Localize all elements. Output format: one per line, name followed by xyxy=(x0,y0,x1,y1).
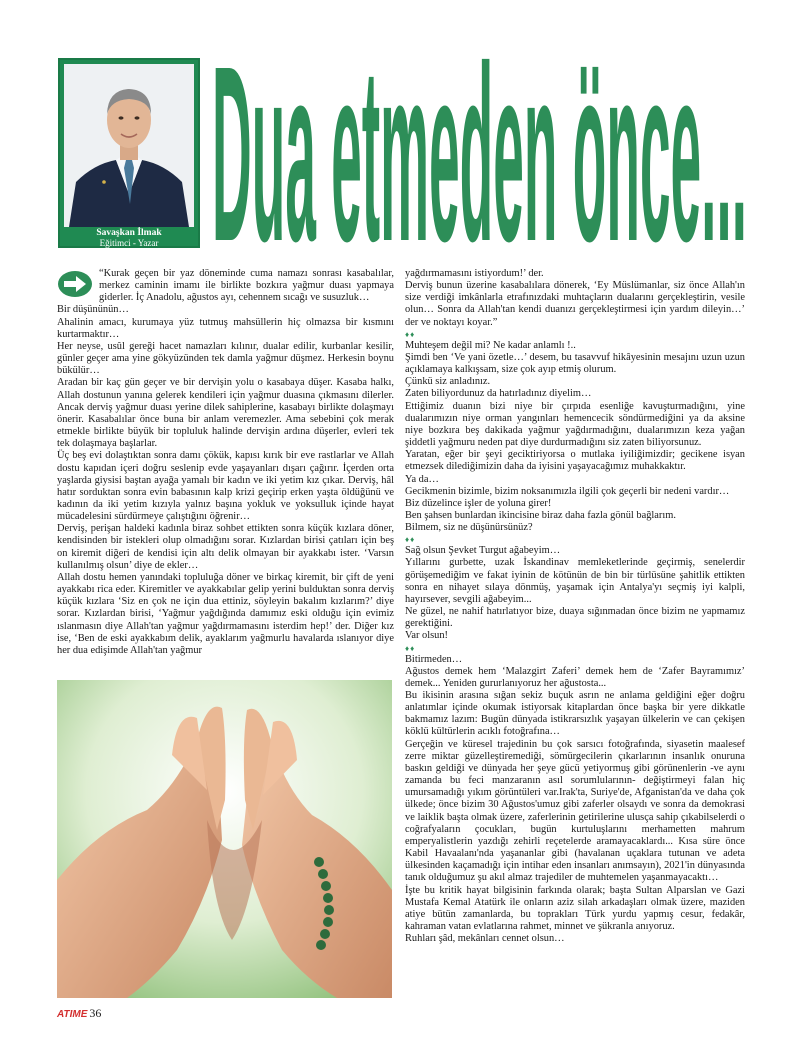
right-paragraph: Muhteşem değil mi? Ne kadar anlamlı !.. xyxy=(405,339,576,351)
right-paragraph: Gecikmenin bizimle, bizim noksanımızla ilgili çok geçerli bir nedeni vardır… xyxy=(405,485,730,497)
right-paragraph: Ben şahsen bunlardan ikincisine biraz daha fazla gönül bağlarım. xyxy=(405,509,676,521)
right-paragraph: Bitirmeden… xyxy=(405,653,463,665)
left-paragraph: “Kurak geçen bir yaz döneminde cuma namazı sonrası kasabalılar, merkez caminin imamı ile birlikte bozkıra yağmur duası yapmaya giderler. İç Anadolu, ağustos ayı, cehennem sıcağı ve susuzluk… xyxy=(99,268,394,304)
left-paragraph: Ahalinin amacı, kurumaya yüz tutmuş mahsüllerin hiç olmazsa bir kısmını kurtarmaktır… xyxy=(57,316,394,340)
right-paragraph: Yıllarını gurbette, uzak İskandinav memleketlerinde geçirmiş, senelerdir görüşemediğim ve fakat iyinin de kötünün de bin bir türlüsüne şahitlik ettikten sonra en nihayet sılaya dönmüş, yaşamak için Antalya'yı seçmiş iyi kalpli, hayırsever, sevgili ağabeyim... xyxy=(405,557,745,605)
section-divider: ♦♦ xyxy=(405,329,416,339)
section-divider: ♦♦ xyxy=(405,643,416,653)
author-photo xyxy=(64,64,194,227)
right-paragraph: Biz düzelince işler de yoluna girer! xyxy=(405,497,552,509)
headline xyxy=(212,50,747,250)
page-footer xyxy=(57,1004,101,1020)
right-paragraph: Ya da… xyxy=(405,473,439,485)
arrow-right-icon xyxy=(57,270,93,298)
right-paragraph: Ruhları şâd, mekânları cennet olsun… xyxy=(405,933,565,945)
right-paragraph: Ağustos demek hem ‘Malazgirt Zaferi’ demek hem de ‘Zafer Bayramımız’ demek... Yeniden gururlanıyoruz her ağustosta... xyxy=(405,665,745,689)
right-paragraph: Bilmem, siz ne düşünürsünüz? xyxy=(405,522,533,534)
right-paragraph: Çünkü siz anladınız. xyxy=(405,376,491,388)
right-paragraph: Bu ikisinin arasına sığan sekiz buçuk asrın ne anlama geldiğini eğer doğru anlatımlar içinde okumak istiyorsak kitaplardan önce başka bir yere dikkatle bakmamız lazım: Bugün dünyada istikrarsızlık yaşayan ülkelerin ve can çekişen köklü kültürlerin acıklı fotoğrafına… xyxy=(405,690,745,738)
author-box xyxy=(58,58,200,248)
author-role: Eğitimci - Yazar xyxy=(99,238,159,248)
headline-text: Dua etmeden önce... xyxy=(212,50,747,250)
left-paragraph: Derviş, perişan haldeki kadınla biraz sohbet ettikten sonra küçük kızlara döner, kendisinden bir istekleri olup olmadığını sorar. Kızlardan birisi çatıları için beş on kiremit diğeri de kendisi için altı delik olmayan bir ayakkabı ister. ‘Varsın kullanılmış olsun’ diye de ekler… xyxy=(57,523,394,571)
left-paragraph: Aradan bir kaç gün geçer ve bir dervişin yolu o kasabaya düşer. Kasaba halkı, Allah dostunun yanına gelerek kendileri için yağmur duasına çıkmasını dilerler. Ancak derviş yağmur duası yerine dilek sahiplerine, kasabayı birlikte dolaşmayı önerir. Kasabalılar önce buna bir anlam veremezler. Ama sebebini çok merak etmekle birlikte büyük bir topluluk halinde dervişin ardına düşerler, evleri tek tek dolaşmaya başlarlar. xyxy=(57,377,394,450)
left-paragraph: Allah dostu hemen yanındaki topluluğa döner ve birkaç kiremit, bir çift de yeni ayakkabı rica eder. Kiremitler ve ayakkabılar gelip yerini bulduktan sonra derviş küçük kızlara ‘Siz en çok ne için dua ettiniz, söyleyin bakalım kızlarım?’ diye sorar. Kızlardan birisi, ‘Yağmur yağdığında damımız eski olduğu için evimiz ıslanmasın diye Allah'tan yağmur yağdırmamasını isterdim hep!’ der. Diğer kız ise, ‘Ben de eski ayakkabım delik, ayaklarım yağmurlu havalarda ıslanıyor diye her dua edişimde Allah'tan yağmur xyxy=(57,571,394,656)
right-paragraph: Ettiğimiz duanın bizi niye bir çırpıda esenliğe kavuşturmadığını, yine dualarımızın niye orman yangınları hemencecik söndürmediğini ya da aksine niye bozkıra beş dakikada yağmur yağdırmadığını, dualarımızın keza yağan şiddetli yağmuru neden pat diye durdurmadığını siz zaten biliyorsunuz. xyxy=(405,400,745,449)
author-name: Savaşkan İlmak xyxy=(96,228,162,238)
right-paragraph: Ne güzel, ne nahif hatırlatıyor bize, duaya sığınmadan önce bizim ne yapmamız gerektiğini. xyxy=(405,606,745,630)
right-paragraph: Şimdi ben ‘Ve yani özetle…’ desem, bu tasavvuf hikâyesinin mesajını uzun uzun açıklamaya kalkışsam, size çok ayıp etmiş olurum. xyxy=(405,351,745,376)
right-column xyxy=(405,268,745,945)
left-paragraph: Her neyse, usûl gereği hacet namazları kılınır, dualar edilir, kurbanlar kesilir, günler geçer ama yine gökyüzünden tek damla yağmur düşmez. Herkesin boynu bükülür… xyxy=(57,340,394,377)
magazine-logo: ATIME xyxy=(57,1009,88,1020)
praying-hands-image xyxy=(57,680,392,998)
right-paragraph: Yaratan, eğer bir şeyi geciktiriyorsa o mutlaka iyiliğimizdir; gecikene isyan etmezsek dilediğimizin daha da iyisini yaşayacağımız muhakkaktır. xyxy=(405,449,745,473)
left-paragraph: Üç beş evi dolaştıktan sonra damı çökük, kapısı kırık bir eve rastlarlar ve Allah dostu kapıdan içeri doğru seslenip evde yaşayanları dışarı çağırır. İçerden orta yaşlarda giysisi baştan ayağa yamalı bir kadın ve iki yetim kız çıkar. Derviş, hâl hatır sorduktan sonra evin babasının kalp krizi geçirip erken yaşta öldüğünü ve kadının da iki yetim kızıyla yalnız başına yokluk ve yoksulluk içinde hayat mücadelesini sürdürmeye çalıştığını öğrenir… xyxy=(57,450,394,523)
page-number: 36 xyxy=(89,1006,102,1020)
right-paragraph: yağdırmamasını istiyordum!’ der. xyxy=(405,268,544,279)
right-paragraph: İşte bu kritik hayat bilgisinin farkında olarak; başta Sultan Alparslan ve Gazi Mustafa Kemal Atatürk ile onların aziz silah arkadaşları olmak üzere, maziden atiye bütün zamanlarda, bu toprakları Türk yurdu yapmış cesur, fedakâr, kahraman vatan evlatlarına rahmet, minnet ve şükranla anıyoruz. xyxy=(405,884,745,932)
right-paragraph: Gerçeğin ve küresel trajedinin bu çok sarsıcı fotoğrafında, siyasetin maalesef zerre miktar güzelleştiremediği, sömürgecilerin çıkarlarının insanlık onuruna baskın geldiği ve dünyada her şeye gücü yetiyormuş gibi görünenlerin -ve aynı zamanda bu feci manzaranın asıl sorumlularının- değiştirmeyi falan hiç umursamadığı yıkım görüntüleri var.Irak'ta, Suriye'de, Afganistan'da ve daha çok ülkede; önce bizim 30 Ağustos'umuz gibi zaferler olsaydı ve sonra da demokrasi ve laiklik başta olmak üzere, zaferlerinin getirilerine ulusça sahip çıkabilselerdi o coğrafyaların çocukları, bugün kurtuluşlarını merhametten mahrum emperyalistlerin yazdığı zehirli reçetelerde aramayacaklardı... Kısa süre önce Kabil Havaalanı'nda yaşananlar gibi (havalanan uçaklara tutunan ve adeta ülkesinden kaçamadığı için intihar eden insanları anımsayın), 2021'in dünyasında tanık olduğumuz şu akıl almaz trajediler de muhtemelen yaşanmayacaktı… xyxy=(405,738,745,884)
right-paragraph: Zaten biliyordunuz da hatırladınız diyelim… xyxy=(405,388,592,400)
right-paragraph: Derviş bunun üzerine kasabalılara dönerek, ‘Ey Müslümanlar, siz önce Allah'ın size verdiği imkânlarla etrafınızdaki muhtaçların dualarını gerçekleştirin, vesile olun… Sonra da Allah'tan kendi duanızı gerçekleştirmesi için yardım dileyin…’ der ve noktayı koyar.” xyxy=(405,280,745,328)
author-portrait xyxy=(64,64,194,227)
section-divider: ♦♦ xyxy=(405,535,416,545)
left-paragraph: Bir düşününün… xyxy=(57,304,129,316)
left-column xyxy=(57,268,394,657)
right-paragraph: Var olsun! xyxy=(405,630,448,642)
right-paragraph: Sağ olsun Şevket Turgut ağabeyim… xyxy=(405,545,561,557)
